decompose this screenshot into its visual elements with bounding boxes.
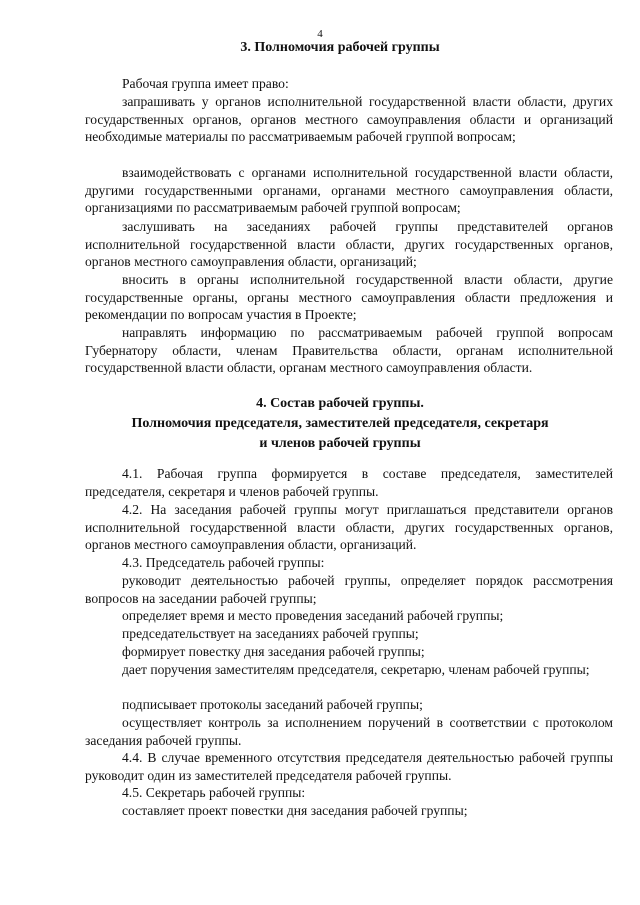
- section-4-item-7: формирует повестку дня заседания рабочей группы;: [122, 644, 425, 659]
- section-4-heading: [60, 394, 620, 454]
- section-4-item-11: 4.4. В случае временного отсутствия председателя деятельностью рабочей группы руководит один из заместителей председателя рабочей группы.: [85, 750, 613, 783]
- section-3-item-2: взаимодействовать с органами исполнительной государственной власти области, другими государственными органами, органами местного самоуправления области, организациями по рассматриваемым рабочей группой вопросам;: [85, 165, 613, 216]
- section-3-intro: Рабочая группа имеет право:: [122, 76, 289, 91]
- section-4-title-line-3: и членов рабочей группы: [259, 436, 421, 451]
- section-4-title-line-1: 4. Состав рабочей группы.: [256, 396, 424, 411]
- section-4-item-6: председательствует на заседаниях рабочей группы;: [122, 626, 419, 641]
- section-4-item-8: дает поручения заместителям председателя, секретарю, членам рабочей группы;: [122, 662, 590, 677]
- section-4-item-2: 4.2. На заседания рабочей группы могут приглашаться представители органов исполнительной государственной власти области, других государственных органов, органов местного самоуправления области, организаций.: [85, 502, 613, 553]
- section-4-title-line-2: Полномочия председателя, заместителей председателя, секретаря: [131, 416, 549, 431]
- section-3-item-3: заслушивать на заседаниях рабочей группы представителей органов исполнительной государственной власти области, других государственных органов, органов местного самоуправления области, организаций;: [85, 219, 613, 270]
- section-4-item-5: определяет время и место проведения заседаний рабочей группы;: [122, 608, 504, 623]
- section-4-item-1: 4.1. Рабочая группа формируется в составе председателя, заместителей председателя, секретаря и членов рабочей группы.: [85, 466, 613, 499]
- section-4-item-9: подписывает протоколы заседаний рабочей группы;: [122, 697, 423, 712]
- section-4-item-3: 4.3. Председатель рабочей группы:: [122, 555, 325, 570]
- section-3-title: 3. Полномочия рабочей группы: [240, 40, 440, 55]
- section-3-item-5: направлять информацию по рассматриваемым рабочей группой вопросам Губернатору области, членам Правительства области, органам исполнительной государственной власти области, органам местного самоуправления области.: [85, 325, 613, 376]
- page-number: 4: [317, 28, 323, 40]
- section-3-heading: [60, 38, 620, 58]
- section-4-item-10: осуществляет контроль за исполнением поручений в соответствии с протоколом заседания рабочей группы.: [85, 715, 613, 748]
- section-4-item-4: руководит деятельностью рабочей группы, определяет порядок рассмотрения вопросов на заседании рабочей группы;: [85, 573, 613, 606]
- section-4-item-12: 4.5. Секретарь рабочей группы:: [122, 785, 306, 800]
- section-3-item-1: запрашивать у органов исполнительной государственной власти области, других государственных органов, органов местного самоуправления области и организаций необходимые материалы по рассматриваемым рабочей группой вопросам;: [85, 94, 613, 145]
- section-3-item-4: вносить в органы исполнительной государственной власти области, другие государственные органы, органы местного самоуправления области предложения и рекомендации по вопросам участия в Проекте;: [85, 272, 613, 323]
- section-4-item-13: составляет проект повестки дня заседания рабочей группы;: [122, 803, 468, 818]
